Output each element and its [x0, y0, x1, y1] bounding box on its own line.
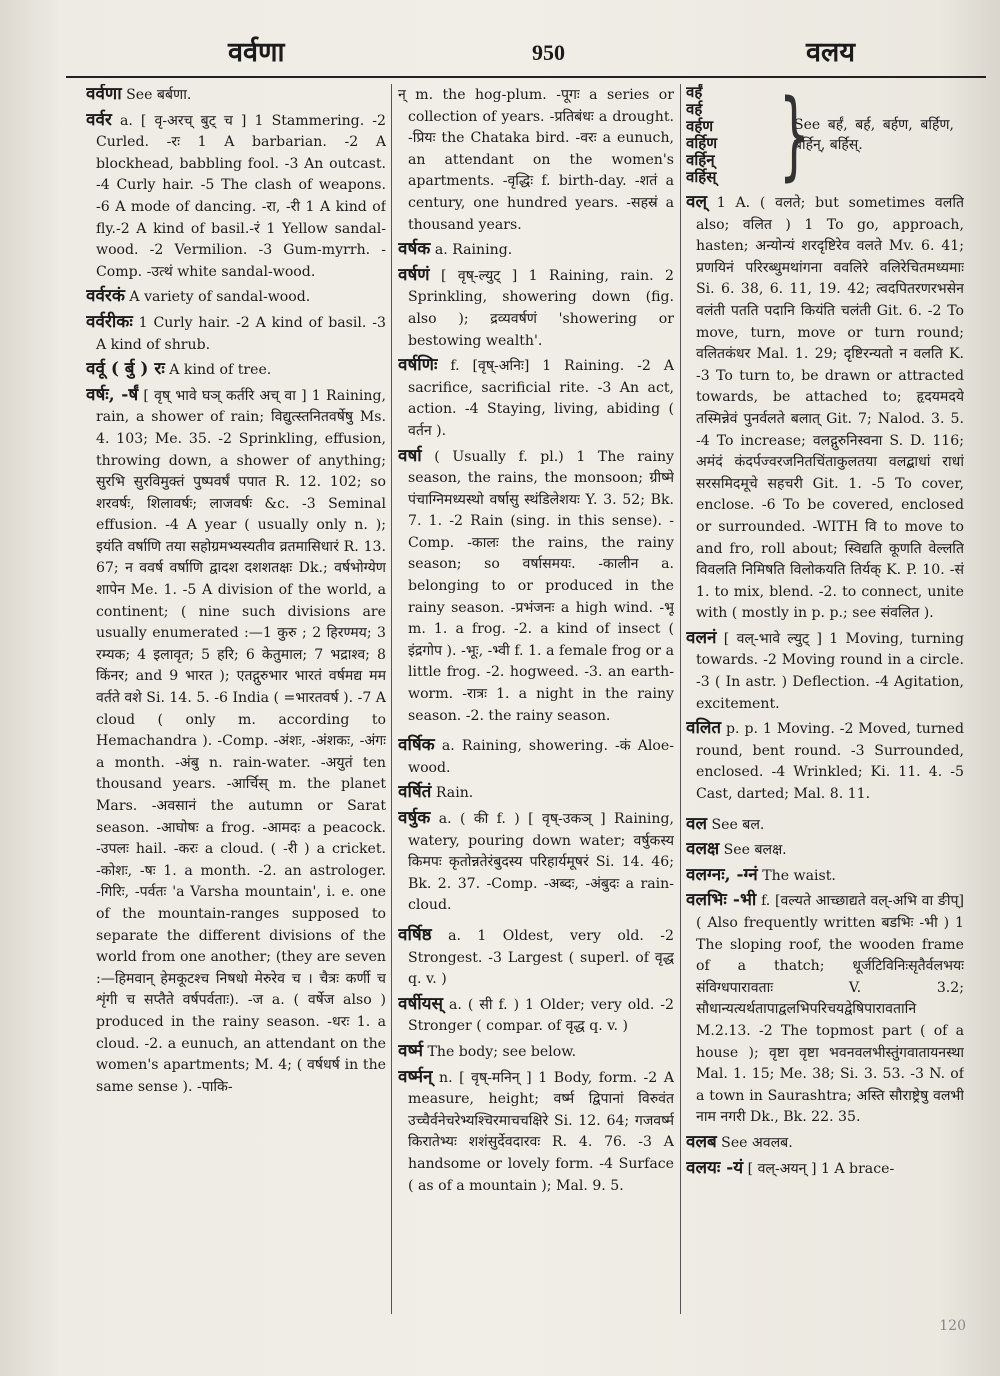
entry-headword: वर्वणा: [86, 84, 122, 104]
xref-word: वर्हिन्: [686, 151, 715, 169]
entry: [686, 890, 964, 1129]
entry-headword: वर्षीयस्: [398, 993, 444, 1014]
entry: [398, 355, 674, 442]
entry: [686, 1158, 964, 1181]
entry-definition: a. 1 Oldest, very old. -2 Strongest. -3 Largest ( superl. of वृद्ध q. v. ): [408, 927, 674, 988]
entry: [686, 192, 964, 625]
xref-word-list: [686, 84, 774, 186]
entry-headword: वर्वर: [86, 109, 112, 130]
entry: [86, 312, 386, 356]
entry-definition: a. Raining.: [434, 242, 513, 259]
entry-definition: A variety of sandal-wood.: [129, 289, 311, 306]
xref-word: वर्हं: [686, 84, 703, 101]
entry: [398, 925, 674, 991]
entry-headword: वर्वू ( र्बु ) रः: [86, 359, 165, 380]
entry-headword: वर्षुक: [398, 808, 431, 828]
entry-definition: n. [ वृष्-मनिन् ] 1 Body, form. -2 A measure, height; वर्ष्म द्विपानां विरुवंत उच्चैर्वनेचरेभ्यश्चिरमाचचक्षिरे Si. 12. 64; गजवर्ष्म किरातेभ्यः शशंसुर्देवदारवः R. 4. 76. -3 A handsome or lovely form. -4 Surface ( as of a mountain ); Mal. 9. 5.: [408, 1069, 674, 1194]
entry-definition: See बलक्ष.: [723, 842, 787, 859]
xref-note: See बर्हं, बर्ह, बर्हण, बर्हिण, बर्हिन्, बर्हिस्.: [794, 117, 954, 153]
column-1: [86, 84, 386, 1308]
entry-headword: वर्षिक: [398, 735, 435, 756]
entry: [86, 286, 386, 309]
entry-definition: [ वृष्-ल्युट् ] 1 Raining, rain. 2 Sprinkling, showering down (fig. also ); द्रव्यवर्षणं 'showering or bestowing wealth'.: [408, 267, 674, 349]
curly-brace-icon: }: [779, 84, 810, 191]
entry: [398, 265, 674, 352]
entry: [398, 239, 674, 262]
entry: [686, 814, 964, 837]
entry: [86, 84, 386, 107]
entry: [86, 110, 386, 284]
entry: [398, 1067, 674, 1198]
entry-definition: 1 A. ( वलते; but sometimes वलति also; वलित ) 1 To go, approach, hasten; अन्योन्यं शरदृष्टिरेव वलते Mv. 6. 41; प्रणयिनं परिरब्धुमथांगना ववलिरे वलिरेचितमध्यमाः Si. 6. 38, 6. 11, 19. 42; त्वदपितरणरभसेन वलंती पतति पदानि कियंति चलंती Git. 6. -2 To move, turn, move or turn round; वलितकंधर Mal. 1. 29; दृष्टिरन्यतो न वलति K. -3 To turn to, be drawn or attracted towards, be attached to; हृदयमदये तस्मिन्नेवं पुनर्वलते बलात् Git. 7; Nalod. 3. 5. -4 To increase; वलद्गुरुनिस्वना S. D. 116; अमंदं कंदर्पज्वरजनितचिंताकुलतया वलद्बाधां राधां सरसमिदमूचे सहचरी Git. 1. -5 To cover, enclose. -6 To be covered, enclosed or surrounded. -WITH वि to move to and fro, roll about; स्विद्यति कूणति वेल्लति विवलति निमिषति विलोकयति तिर्यक् K. P. 10. -सं 1. to mix, blend. -2. to connect, unite with ( mostly in p. p.; see संवलित ).: [696, 195, 964, 622]
entry-definition: [ वल्-अयन् ] 1 A brace-: [747, 1160, 895, 1177]
entry-definition: A kind of tree.: [169, 362, 272, 379]
xref-word: वर्हिण: [686, 134, 718, 152]
entry-definition: f. [वल्यते आच्छाद्यते वल्-अभि वा ङीप्] ( Also frequently written बडभिः -भी ) 1 The sloping roof, the wooden frame of a thatch; धूर्जटिविनिःसृतैर्वलभयः संविग्धपारावताः V. 3.2; सौधान्यत्यर्थतापाद्वलभिपरिचयद्वेषिपारावतानि M.2.13. -2 The topmost part ( of a house ); वृष्टा वृष्टा भवनवलभीस्तुंगवातायनस्था Mal. 1. 15; Me. 38; Si. 3. 53. -3 N. of a town in Saurashtra; अस्ति सौराष्ट्रेषु वलभी नाम नगरी Dk., Bk. 22. 35.: [696, 893, 964, 1126]
entry-definition: f. [वृष्-अनिः] 1 Raining. -2 A sacrifice, sacrificial rite. -3 An act, action. -4 Staying, living, abiding ( वर्तन ).: [408, 358, 674, 439]
entry: [398, 735, 674, 779]
entry-headword: वर्षा: [398, 445, 422, 466]
entry: [398, 782, 674, 805]
entry-headword: वल्: [686, 192, 707, 212]
entry-definition: The waist.: [762, 867, 836, 884]
column-divider-1: [391, 84, 392, 1314]
entry-headword: वलग्नः, -ग्नं: [686, 864, 758, 885]
entry: [686, 628, 964, 715]
entry-definition: ( Usually f. pl.) 1 The rainy season, the rains, the monsoon; ग्रीष्मे पंचाग्निमध्यस्थो वर्षासु स्थंडिलेशयः Y. 3. 52; Bk. 7. 1. -2 Rain (sing. in this sense). -Comp. -कालः the rains, the rainy season; so वर्षासमयः. -कालीन a. belonging to or produced in the rainy season. -प्रभंजनः a high wind. -भू m. 1. a frog. -2. a kind of insect ( इंद्रगोप ). -भूः, -भ्वी f. 1. a female frog or a little frog. -2. hogweed. -3. an earth-worm. -रात्रः 1. a night in the rainy season. -2. the rainy season.: [408, 448, 674, 724]
entry-headword: वलक्ष: [686, 839, 720, 860]
page-number: 950: [532, 40, 565, 65]
xref-word: वर्हण: [686, 117, 714, 135]
entry: [398, 1041, 674, 1064]
xref-word: वर्हिस्: [686, 168, 717, 186]
entry-definition: 1 Curly hair. -2 A kind of basil. -3 A kind of shrub.: [96, 314, 386, 353]
left-guideword: वर्वणा: [228, 37, 285, 68]
xref-word: वर्ह: [686, 100, 703, 118]
entry-definition: See बर्बणा.: [126, 87, 192, 103]
entry-definition: a. ( की f. ) [ वृष्-उकञ् ] Raining, watery, pouring down water; वर्षुकस्य किमपः कृतोन्नतेरंबुदस्य परिहार्यमूषरं Si. 14. 46; Bk. 2. 37. -Comp. -अब्दः, -अंबुदः a rain-cloud.: [408, 811, 674, 914]
entry-headword: वर्वरकं: [86, 286, 125, 307]
entry-definition: a. [ वृ-अरच् बुट् च ] 1 Stammering. -2 Curled. -रः 1 A barbarian. -2 A blockhead, babbling fool. -3 An outcast. -4 Curly hair. -5 The clash of weapons. -6 A mode of dancing. -रा, -री 1 A kind of fly.-2 A kind of basil.-रं 1 Yellow sandal-wood. -2 Vermilion. -3 Gum-myrrh. -Comp. -उत्थं white sandal-wood.: [96, 112, 386, 280]
entry-definition: a. ( सी f. ) 1 Older; very old. -2 Stronger ( compar. of वृद्ध q. v. ): [408, 996, 674, 1035]
running-header: [60, 28, 960, 68]
entry: [398, 994, 674, 1038]
entry-definition: [ वृष् भावे घञ् कर्तरि अच् वा ] 1 Raining, rain, a shower of rain; विद्युत्स्तनितवर्षेषु Ms. 4. 103; Me. 35. -2 Sprinkling, effusion, throwing down, a shower of anything; सुरभि सुरविमुक्तं पुष्पवर्षं पपात R. 12. 102; so शरवर्षः, शिलावर्षः; लाजवर्षः &c. -3 Seminal effusion. -4 A year ( usually only n. ); इयंति वर्षाणि तया सहोग्रमभ्यस्यतीव व्रतमासिधारं R. 13. 67; न ववर्ष वर्षाणि द्वादश दशशतक्षः Dk.; वर्षभोग्येण शापेन Me. 1. -5 A division of the world, a continent; ( nine such divisions are usually enumerated :—1 कुरु ; 2 हिरण्मय; 3 रम्यक; 4 इलावृत; 5 हरि; 6 केतुमाल; 7 भद्राश्व; 8 किंनर; and 9 भारत ); एतद्गुरुभार भारतं वर्षमद्य मम वर्तते वशे Si. 14. 5. -6 India ( =भारतवर्ष ). -7 A cloud ( only m. according to Hemachandra ). -Comp. -अंशः, -अंशकः, -अंगः a month. -अंबु n. rain-water. -अयुतं ten thousand years. -आर्चिस् m. the planet Mars. -अवसानं the autumn or Sarat season. -आघोषः a frog. -आमदः a peacock. -उपलः hail. -करः a cloud. ( -री ) a cricket. -कोशः, -षः 1. a month. -2. an astrologer. -गिरिः, -पर्वतः 'a Varsha mountain', i. e. one of the mountain-ranges supposed to separate the different divisions of the world from one another; (they are seven :—हिमवान् हेमकूटश्च निषधो मेरुरेव च । चैत्रः कर्णी च शृंगी च सप्तैते वर्षपर्वताः). -ज a. ( वर्षेज also ) produced in the rainy season. -धरः 1. a cloud. -2. a eunuch, an attendant on the women's apartments; M. 4; ( वर्षधर्ष in the same sense ). -पाकि-: [96, 387, 386, 1095]
entry-headword: वर्षितं: [398, 782, 432, 803]
entry: [686, 1132, 964, 1155]
entry-headword: वर्षणं: [398, 264, 430, 285]
entry-headword: वलनं: [686, 627, 717, 648]
entry-definition: The body; see below.: [427, 1043, 577, 1060]
header-rule: [66, 76, 986, 78]
entry: [686, 718, 964, 805]
entry: [86, 385, 386, 1099]
right-guideword: वलय: [806, 37, 855, 68]
entry: [398, 446, 674, 728]
entry-headword: वर्षिष्ठ: [398, 924, 432, 945]
entry: [686, 865, 964, 888]
column-divider-2: [680, 84, 681, 1314]
column-3: [686, 84, 964, 1308]
entry-headword: वलयः -यं: [686, 1157, 744, 1178]
entry: [86, 359, 386, 382]
signature-mark: 120: [939, 1318, 966, 1334]
entry-headword: वलित: [686, 718, 722, 739]
entry-definition: Rain.: [435, 785, 474, 802]
entry-definition: p. p. 1 Moving. -2 Moved, turned round, bent round. -3 Surrounded, enclosed. -4 Wrinkled; Ki. 11. 4. -5 Cast, darted; Mal. 8. 11.: [696, 721, 964, 803]
entry-headword: वलभिः -भी: [686, 890, 757, 911]
entry-headword: वर्षणिः: [398, 355, 438, 376]
entry-definition: See अवलब.: [721, 1134, 793, 1151]
entry-continuation: [398, 84, 674, 236]
entry-headword: वल: [686, 813, 707, 834]
entry-headword: वर्वरीकः: [86, 311, 133, 332]
column-2: [398, 84, 674, 1308]
cross-reference-group: [686, 84, 964, 191]
entry-headword: वर्षक: [398, 239, 431, 260]
entry: [686, 839, 964, 862]
entry-headword: वलब: [686, 1131, 717, 1152]
entry-definition: [ वल्-भावे ल्युट् ] 1 Moving, turning towards. -2 Moving round in a circle. -3 ( In astr. ) Deflection. -4 Agitation, excitement.: [696, 630, 964, 712]
entry-headword: वर्ष्मन्: [398, 1066, 433, 1087]
entry-headword: वर्षः, -र्षं: [86, 384, 139, 405]
entry: [398, 808, 674, 917]
entry-headword: वर्ष्म: [398, 1040, 423, 1061]
entry-definition: न् m. the hog-plum. -पूगः a series or collection of years. -प्रतिबंधः a drought. -प्रियः the Chataka bird. -वरः a eunuch, an attendant on the women's apartments. -वृद्धिः f. birth-day. -शतं a century, one hundred years. -सहस्रं a thousand years.: [398, 87, 674, 233]
entry-definition: See बल.: [711, 816, 765, 833]
entry-definition: a. Raining, showering. -कं Aloe-wood.: [408, 738, 674, 776]
